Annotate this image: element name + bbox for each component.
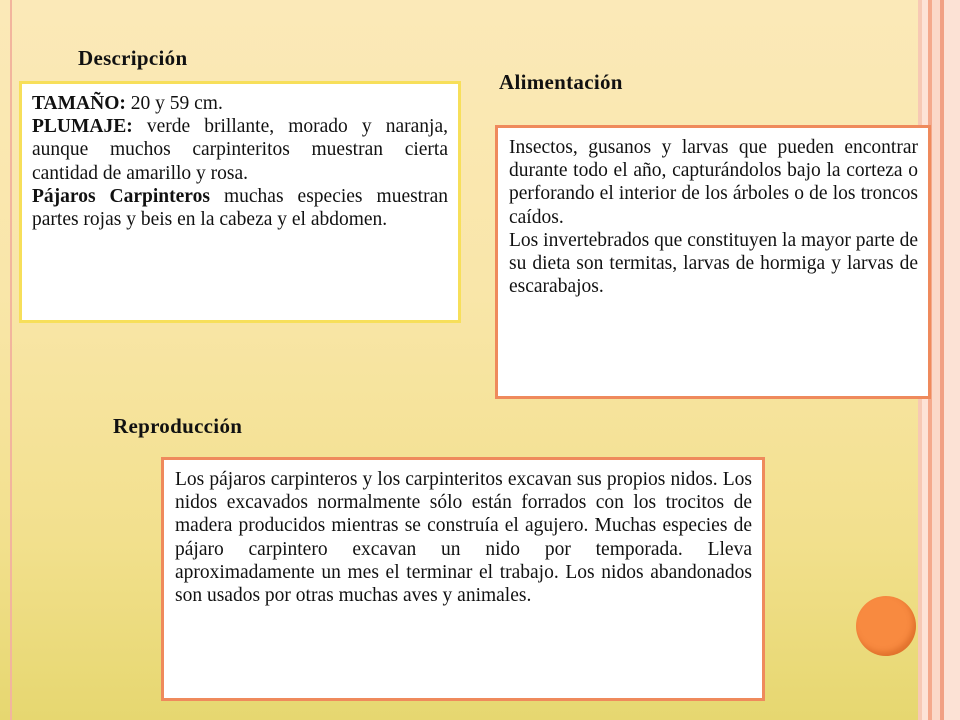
decorative-orange-circle: [856, 596, 916, 656]
alimentacion-heading: Alimentación: [499, 70, 623, 94]
plumaje-label: PLUMAJE:: [32, 116, 133, 138]
alimentacion-paragraph-1: Insectos, gusanos y larvas que pueden encontrar durante todo el año, capturándolos bajo la corteza o perforando el interior de los árboles o de los troncos caídos.: [509, 137, 918, 228]
pajaros-label: Pájaros Carpinteros: [32, 185, 210, 207]
pajaros-value: muchas especies muestran partes rojas y beis en la cabeza y el abdomen.: [32, 185, 448, 231]
alimentacion-paragraph-2: Los invertebrados que constituyen la mayor parte de su dieta son termitas, larvas de hormiga y larvas de escarabajos.: [509, 229, 918, 298]
reproduccion-box: [161, 457, 765, 701]
plumaje-line: [32, 115, 448, 185]
reproduccion-heading: Reproducción: [113, 414, 243, 438]
tamano-label: TAMAÑO:: [32, 93, 126, 114]
left-frame-line: [10, 0, 12, 720]
reproduccion-paragraph: Los pájaros carpinteros y los carpinteritos excavan sus propios nidos. Los nidos excavados normalmente sólo están forrados con los trocitos de madera producidos mientras se construía el agujero. Muchas especies de pájaro carpintero excavan un nido por temporada. Lleva aproximadamente un mes el terminar el trabajo. Los nidos abandonados son usados por otras muchas aves y animales.: [175, 469, 752, 607]
tamano-line: [32, 92, 448, 115]
descripcion-box: [19, 81, 461, 323]
pajaros-line: [32, 185, 448, 231]
descripcion-heading: Descripción: [78, 46, 188, 70]
plumaje-value: verde brillante, morado y naranja, aunque muchos carpinteritos muestran cierta cantidad de amarillo y rosa.: [32, 116, 448, 184]
tamano-value: 20 y 59 cm.: [125, 93, 223, 114]
alimentacion-box: [495, 125, 931, 399]
